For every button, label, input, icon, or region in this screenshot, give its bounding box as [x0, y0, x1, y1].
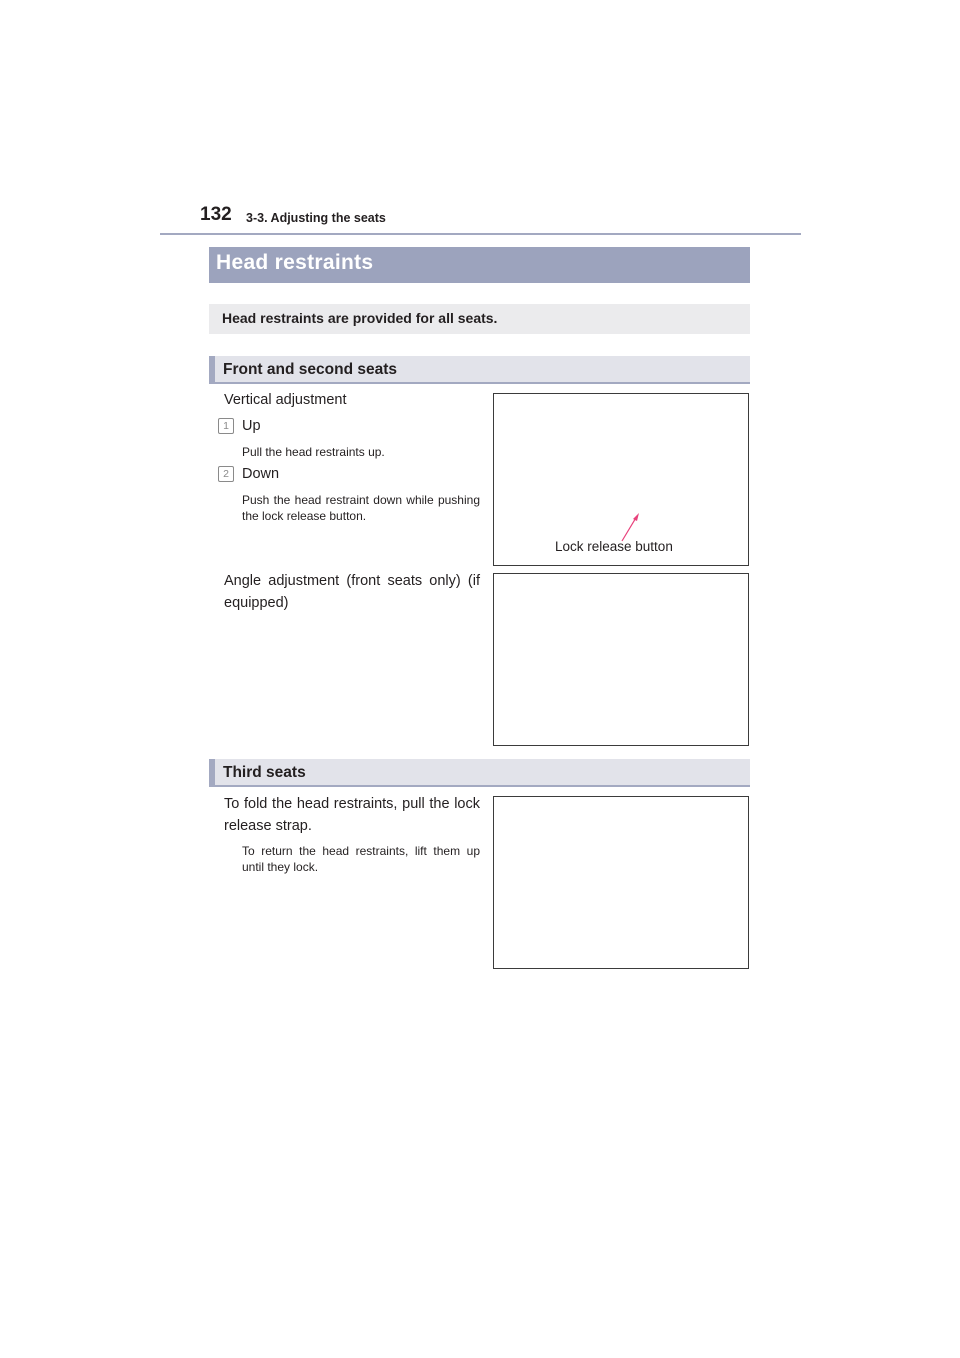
- section-bar-accent: [209, 356, 215, 384]
- third-note-text: To return the head restraints, lift them up until they lock.: [242, 844, 480, 874]
- page-number: 132: [200, 204, 232, 225]
- header-rule: [160, 233, 801, 235]
- section-bar-accent: [209, 759, 215, 787]
- callout-lock-release-button: Lock release button: [555, 539, 673, 554]
- step-number-badge: 2: [218, 466, 234, 482]
- angle-adjustment-text: Angle adjustment (front seats only) (if equipped): [224, 573, 480, 611]
- step-down-description: Push the head restraint down while pushing the lock release button.: [242, 493, 480, 523]
- section-heading-third: Third seats: [223, 764, 306, 781]
- section-title: 3-3. Adjusting the seats: [246, 211, 386, 225]
- section-heading-front-second: Front and second seats: [223, 361, 397, 378]
- step-down-label: Down: [242, 466, 280, 482]
- figure-third-seats: [493, 796, 749, 969]
- step-up-label: Up: [242, 418, 261, 434]
- step-up-description: Pull the head restraints up.: [242, 445, 385, 459]
- vertical-adjustment-label: Vertical adjustment: [224, 392, 347, 408]
- third-instruction-text: To fold the head restraints, pull the lock release strap.: [224, 796, 480, 834]
- page-title: Head restraints: [216, 251, 374, 274]
- figure-angle-adjustment: [493, 573, 749, 746]
- intro-text: Head restraints are provided for all seats.: [222, 310, 498, 326]
- step-number-badge: 1: [218, 418, 234, 434]
